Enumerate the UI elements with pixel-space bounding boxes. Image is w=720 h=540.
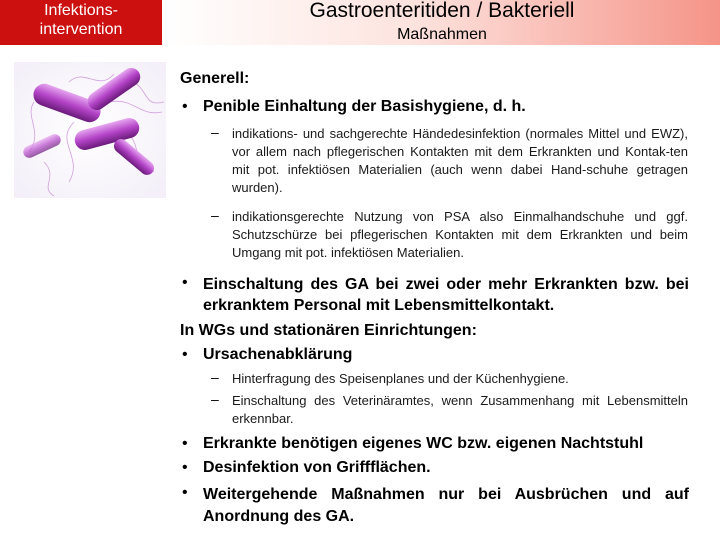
section-tab bbox=[0, 0, 162, 45]
page-header bbox=[164, 0, 720, 45]
dash-marker: – bbox=[211, 207, 219, 223]
generell-heading: Generell: bbox=[180, 70, 250, 87]
bullet-marker: • bbox=[182, 459, 188, 476]
page-subtitle: Maßnahmen bbox=[397, 26, 487, 43]
generell-sub-2: indikationsgerechte Nutzung von PSA also Einmalhandschuhe und ggf. Schutzschürze bei pflegerischen Kontakten mit dem Erkrankten und beim Umgang mit pot. infektiösen Materialien. bbox=[232, 209, 688, 260]
bullet-marker: • bbox=[182, 346, 188, 363]
generell-bullet-2: Einschaltung des GA bei zwei oder mehr Erkrankten bzw. bei erkranktem Personal mit Lebensmittelkontakt. bbox=[203, 276, 689, 314]
generell-bullet-1: Penible Einhaltung der Basishygiene, d. h. bbox=[203, 98, 526, 115]
section-tab-line1: Infektions- bbox=[44, 2, 118, 19]
dash-marker: – bbox=[211, 369, 219, 385]
generell-sub-1: indikations- und sachgerechte Händedesinfektion (normales Mittel und EWZ), vor allem nach pflegerischen Kontakten mit dem Erkrankten und Kontak-ten mit pot. infektiösen Materialien (auch wenn dabei Hand-schuhe getragen wurden). bbox=[232, 126, 688, 195]
wg-sub-1: Hinterfragung des Speisenplanes und der Küchenhygiene. bbox=[232, 371, 569, 386]
page-title: Gastroenteritiden / Bakteriell bbox=[309, 0, 575, 22]
bullet-marker: • bbox=[182, 98, 188, 115]
wg-bullet-4: Weitergehende Maßnahmen nur bei Ausbrüchen und auf Anordnung des GA. bbox=[203, 486, 689, 525]
wg-bullet-3: Desinfektion von Griffflächen. bbox=[203, 459, 431, 476]
wg-heading: In WGs und stationären Einrichtungen: bbox=[180, 322, 477, 339]
section-tab-line2: intervention bbox=[39, 21, 123, 38]
bullet-marker: • bbox=[182, 484, 188, 501]
bullet-marker: • bbox=[182, 274, 188, 291]
wg-bullet-2: Erkrankte benötigen eigenes WC bzw. eigenen Nachtstuhl bbox=[203, 435, 644, 452]
bacteria-illustration-icon bbox=[14, 62, 166, 198]
bullet-marker: • bbox=[182, 435, 188, 452]
dash-marker: – bbox=[211, 124, 219, 140]
wg-bullet-1: Ursachenabklärung bbox=[203, 346, 353, 363]
wg-sub-2: Einschaltung des Veterinäramtes, wenn Zusammenhang mit Lebensmitteln erkennbar. bbox=[232, 393, 688, 426]
dash-marker: – bbox=[211, 391, 219, 407]
